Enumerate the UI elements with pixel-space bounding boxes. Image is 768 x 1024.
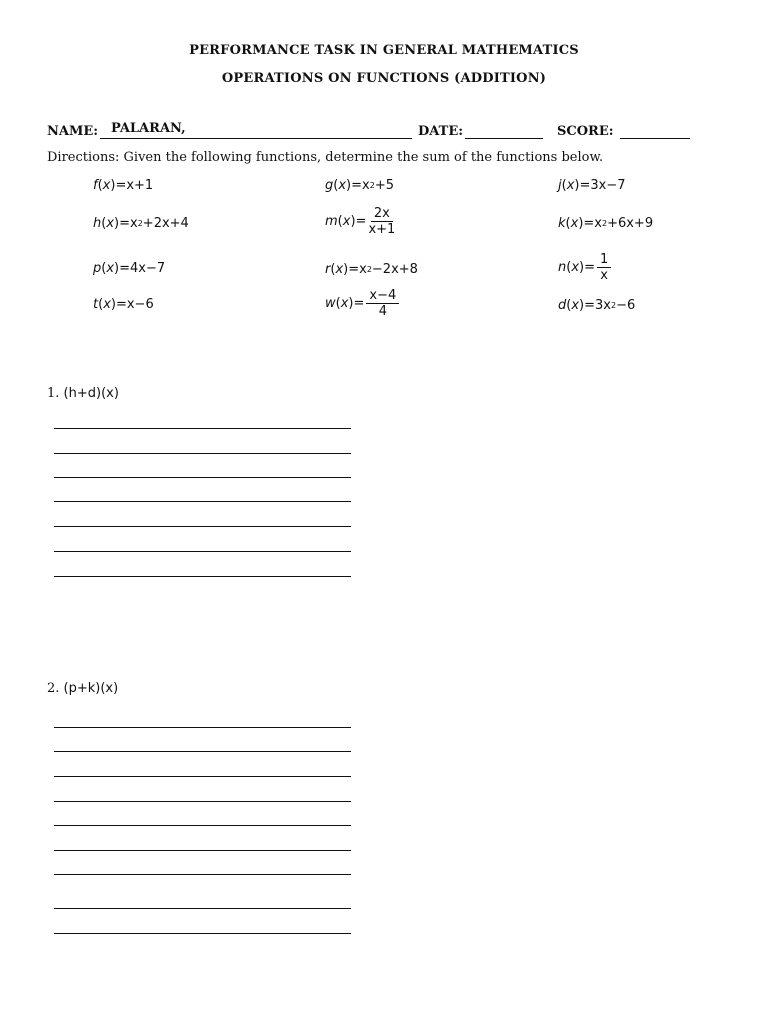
answer-line[interactable]	[54, 576, 351, 577]
date-label: DATE:	[418, 124, 464, 139]
function-p: p ( x ) =4x−7	[93, 261, 166, 276]
score-field[interactable]	[620, 138, 690, 139]
answer-line[interactable]	[54, 874, 351, 875]
answer-line[interactable]	[54, 453, 351, 454]
name-field[interactable]	[100, 138, 412, 139]
function-w: w ( x ) = $\frac{x-4}{4}$	[325, 289, 399, 318]
student-info-row	[47, 121, 697, 143]
answer-line[interactable]	[54, 801, 351, 802]
answer-line[interactable]	[54, 477, 351, 478]
function-k: k ( x ) =x 2 +6x+9	[558, 216, 654, 231]
function-h: h ( x ) =x 2 +2x+4	[93, 216, 189, 231]
answer-line[interactable]	[54, 551, 351, 552]
page-title: PERFORMANCE TASK IN GENERAL MATHEMATICS	[189, 43, 579, 58]
answer-line[interactable]	[54, 751, 351, 752]
page-subtitle: OPERATIONS ON FUNCTIONS (ADDITION)	[221, 71, 547, 86]
answer-line[interactable]	[54, 825, 351, 826]
function-t: t ( x ) =x−6	[93, 297, 154, 312]
date-field[interactable]	[465, 138, 543, 139]
answer-line[interactable]	[54, 850, 351, 851]
answer-line[interactable]	[54, 776, 351, 777]
answer-line[interactable]	[54, 933, 351, 934]
answer-line[interactable]	[54, 908, 351, 909]
answer-line[interactable]	[54, 727, 351, 728]
function-g: g ( x ) =x 2 +5	[325, 178, 394, 193]
question-number: 2.	[47, 681, 60, 696]
function-r: r ( x ) =x 2 −2x+8	[325, 262, 418, 277]
question-expression: (p+k)(x)	[63, 681, 119, 696]
question-2	[47, 681, 118, 696]
question-1	[47, 386, 119, 401]
directions-text: Directions: Given the following functions, determine the sum of the functions below.	[47, 150, 604, 165]
function-d: d ( x ) =3x 2 −6	[558, 298, 636, 313]
question-number: 1.	[47, 386, 60, 401]
name-value: PALARAN,	[111, 121, 186, 136]
score-label: SCORE:	[557, 124, 614, 139]
answer-line[interactable]	[54, 428, 351, 429]
function-f: f ( x ) =x+1	[93, 178, 154, 193]
function-m: m ( x ) = $\frac{2x}{x+1}$	[325, 206, 396, 237]
name-label: NAME:	[47, 124, 99, 139]
answer-line[interactable]	[54, 526, 351, 527]
answer-line[interactable]	[54, 501, 351, 502]
question-expression: (h+d)(x)	[63, 386, 119, 401]
function-n: n ( x ) = $\frac{1}{x}$	[558, 253, 611, 282]
function-j: j ( x ) =3x−7	[558, 178, 626, 193]
